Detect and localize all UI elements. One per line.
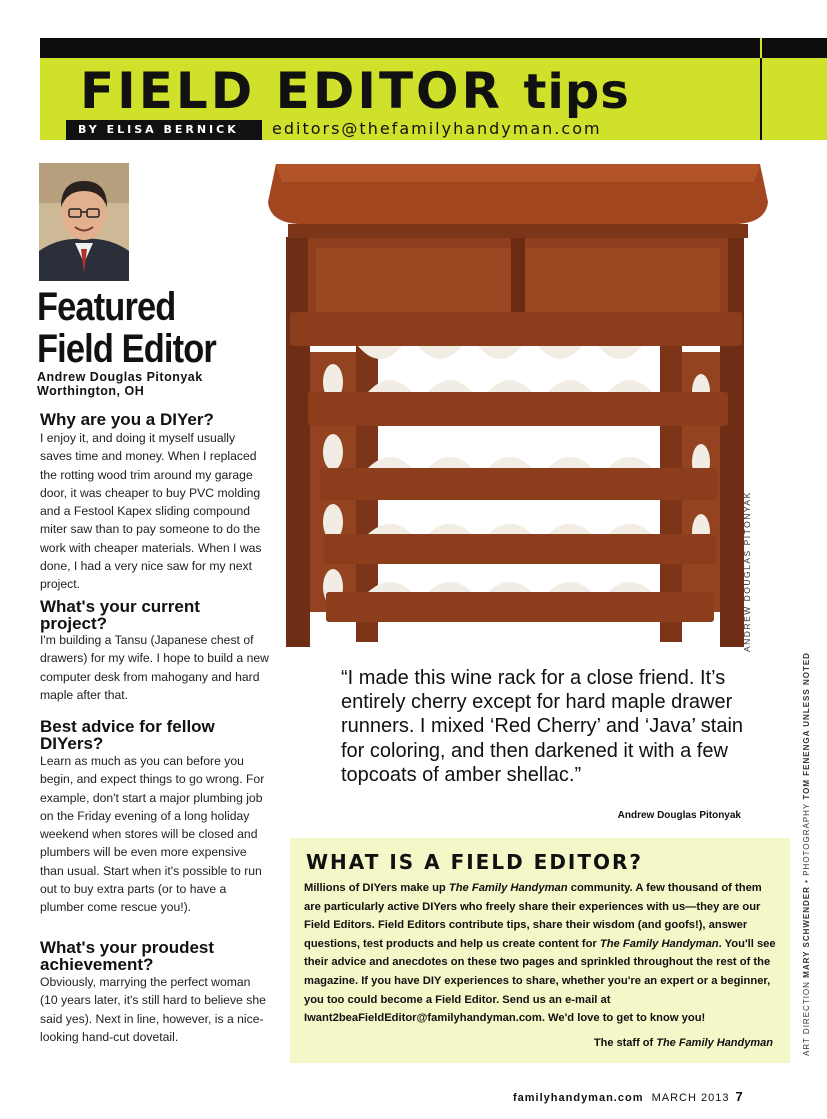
editor-name: Andrew Douglas Pitonyak <box>37 370 203 384</box>
featured-heading-line1: Featured <box>37 285 176 329</box>
wine-rack-photo <box>268 152 768 652</box>
editor-email-link[interactable]: editors@thefamilyhandyman.com <box>272 119 602 138</box>
header-divider <box>760 58 762 140</box>
title-tips: tips <box>523 64 630 120</box>
portrait-photo <box>39 163 129 281</box>
byline: BY ELISA BERNICK <box>66 120 262 140</box>
question-heading: What's your current project? <box>40 597 200 633</box>
footer-issue: MARCH 2013 <box>651 1092 730 1104</box>
featured-editor-info <box>37 370 203 398</box>
field-editor-box-body <box>304 879 778 1028</box>
answer-text: Learn as much as you can before you begin, and expect things to go wrong. For example, don't start a major plumbing job on the Friday evening of a long holiday weekend when stores will be closed and plumbers will be even more expensive than usual. Start when it's possible to run out to buy extra parts (or to have a plumber come rescue you!). <box>40 754 265 915</box>
featured-heading-line2: Field Editor <box>37 327 216 371</box>
answer-text: I enjoy it, and doing it myself usually saves time and money. When I replaced the rotting wood trim around my garage door, it was cheaper to buy PVC molding and a Festool Kapex sliding compound miter saw than to pay someone to do the work with cheaper materials. When I was done, I had a very nice saw for my next project. <box>40 431 262 592</box>
photography-name: TOM FENENGA UNLESS NOTED <box>802 652 811 800</box>
photography-label: PHOTOGRAPHY <box>802 802 811 876</box>
header-top-bar <box>40 38 827 58</box>
magazine-name: The Family Handyman <box>599 937 719 950</box>
question-heading: Why are you a DIYer? <box>40 410 214 429</box>
body-text: . You'll see their advice and anecdotes on these two pages and sprinkled throughout the rest of the magazine. If you have DIY experiences to share, whether you're an expert or a beginner, you too could become a Field Editor. Send us an e-mail at Iwant2beaFieldEditor@familyhandyman.com. We'd love to get to know you! <box>304 937 776 1025</box>
field-editor-box-title: WHAT IS A FIELD EDITOR? <box>306 850 644 874</box>
title-main: FIELD EDITOR <box>80 62 504 120</box>
art-credits: ART DIRECTION MARY SCHWENDER • PHOTOGRAPHY TOM FENENGA UNLESS NOTED <box>802 652 811 1056</box>
question-heading: Best advice for fellow DIYers? <box>40 717 215 753</box>
pull-quote: “I made this wine rack for a close friend. It’s entirely cherry except for hard maple drawer runners. I mixed ‘Red Cherry’ and ‘Java’ stain for coloring, and then darkened it with a few topcoats of amber shellac.” <box>341 667 744 786</box>
header-divider <box>760 38 762 58</box>
magazine-name: The Family Handyman <box>448 882 568 894</box>
page-title <box>80 62 630 120</box>
art-direction-label: ART DIRECTION <box>802 981 811 1056</box>
answer-text: I'm building a Tansu (Japanese chest of drawers) for my wife. I hope to build a new computer desk from mahogany and hard maple after that. <box>40 633 269 702</box>
footer-site[interactable]: familyhandyman.com <box>513 1092 644 1104</box>
editor-location: Worthington, OH <box>37 384 145 398</box>
question-heading: What's your proudest achievement? <box>40 938 215 974</box>
answer-text: Obviously, marrying the perfect woman (10 years later, it's still hard to believe she said yes). Next in line, however, is a nice-looking hand-cut dovetail. <box>40 975 266 1044</box>
body-text: Millions of DIYers make up <box>304 882 449 894</box>
page-footer <box>513 1089 744 1104</box>
quote-attribution: Andrew Douglas Pitonyak <box>617 810 741 821</box>
body-text: community. A few thousand of them are particularly active DIYers who freely share their experiences with us—they are our Field Editors. Field Editors contribute tips, share their wisdom (and goofs!), answer questions, test products and help us create content for <box>304 882 762 950</box>
page-number: 7 <box>735 1089 744 1104</box>
magazine-name: The Family Handyman <box>656 1037 773 1049</box>
field-editor-box-signature <box>530 1037 773 1049</box>
featured-heading <box>37 286 216 370</box>
signature-prefix: The staff of <box>593 1037 657 1049</box>
art-direction-name: MARY SCHWENDER <box>802 886 811 978</box>
photo-credit: ANDREW DOUGLAS PITONYAK <box>742 491 752 652</box>
